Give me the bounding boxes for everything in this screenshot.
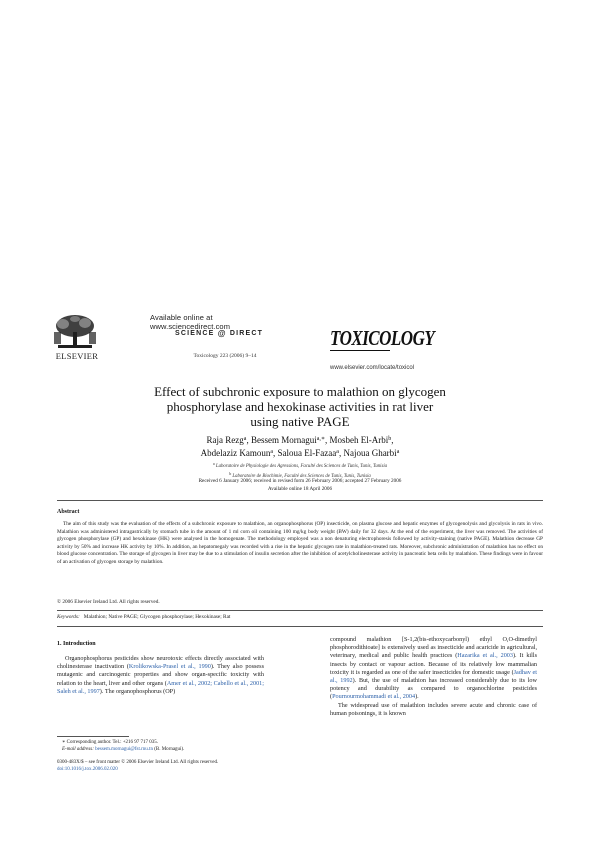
journal-logo-rule [330, 350, 390, 351]
author-sup[interactable]: a [396, 449, 400, 455]
reference-link[interactable]: Amer et al., 2002; Cabello et al., 2001; Saleh et al., 1997 [57, 679, 264, 695]
divider [57, 610, 543, 611]
received-dates: Received 6 January 2006; received in revised form 26 February 2006; accepted 27 February 2006 [198, 478, 402, 484]
intro-right-column [330, 636, 537, 718]
affiliation-a [50, 460, 550, 470]
title-line: Effect of subchronic exposure to malathion on glycogen [154, 384, 446, 399]
footnote-rule [57, 736, 129, 737]
sciencedirect-word: SCIENCE [175, 330, 215, 337]
author-name: , Saloua El-Fazaa [273, 448, 337, 458]
body-text: ). The organophosphorus (OP) [99, 687, 176, 695]
keywords-list: Malathion; Native PAGE; Glycogen phosphorylase; Hexokinase; Rat [83, 614, 231, 620]
body-text: ). [415, 693, 419, 701]
email-suffix: (B. Mornagui). [154, 747, 185, 753]
article-dates [50, 478, 550, 493]
body-text: ). It kills insects by contact or vapour action. Because of its relatively low mammalian toxicity it is regarded as one of the safer insecticides for domestic usage ( [330, 652, 538, 676]
paragraph: The widespread use of malathion includes severe acute and chronic case of human poisonings, it is known [330, 701, 537, 717]
doi-link[interactable]: doi:10.1016/j.tox.2006.02.020 [57, 767, 118, 773]
email-label: E-mail address: [62, 747, 94, 753]
author-name: Raja Rezg [206, 435, 244, 445]
footnote [62, 739, 292, 754]
body-text: Organophosphorus pesticides show neurotoxic effects directly associated with cholinesterase inactivation ( [57, 655, 264, 671]
abstract-text: The aim of this study was the evaluation of the effects of a subchronic exposure to malathion, an organophosphorus (OP) insecticide, on plasma glucose and hepatic enzymes of glycogenolysis and glycolysis in rats in vivo. Malathion was administered intragastrically by stomach tube in the amount of 1 ml corn oil containing 100 mg/kg body weight (BW) daily for 32 days. At the end of the experiment, the liver was removed. The activities of glycogen phosphorylase (GP) and hexokinase (HK) were analysed in the homogenate. The methodology employed was a non denaturing electrophoresis followed by activity-staining (native PAGE). Malathion decrease GP activity by 50% and increase HK activity by 10%. In addition, an hepatomegaly was recorded with a rise in the hepatic glycogen rate in malathion-treated rats. Moreover, subchronic administration of malathion has no effect on blood glucose concentration. The storage of glycogen in liver may be due to a stimulation of insulin secretion after the inhibition of acetylcholinesterase activity in pancreatic beta cells by malathion. These findings were in favour of an activation of glycogen storage by malathion. [57, 521, 543, 565]
author-name: , Najoua Gharbi [338, 448, 397, 458]
author-name: Abdelaziz Kamoun [200, 448, 271, 458]
abstract-heading: Abstract [57, 509, 80, 515]
author-line-1 [50, 434, 550, 447]
issn-line: 0300-483X/$ – see front matter © 2006 Elsevier Ireland Ltd. All rights reserved. [57, 760, 219, 765]
title-line: phosphorylase and hexokinase activities in rat liver [166, 399, 434, 414]
journal-logo: TOXICOLOGY [330, 326, 435, 350]
journal-url[interactable]: www.elsevier.com/locate/toxicol [330, 365, 415, 371]
affiliation-sup: a [212, 461, 215, 466]
reference-link[interactable]: Pournourmohammadi et al., 2004 [332, 693, 416, 701]
intro-left-column [57, 655, 264, 696]
sciencedirect-suffix: DIRECT [229, 330, 264, 337]
publisher-name: ELSEVIER [55, 351, 99, 361]
elsevier-tree-logo-icon [52, 314, 98, 350]
divider [57, 500, 543, 501]
affiliations [50, 460, 550, 480]
author-name: , Bessem Mornagui [246, 435, 317, 445]
author-sep: , [391, 435, 394, 445]
title-line: using native PAGE [250, 414, 350, 429]
reference-link[interactable]: Krolikowska-Prasel et al., 1990 [128, 663, 211, 671]
section-heading: 1. Introduction [57, 641, 96, 647]
divider [57, 626, 543, 627]
body-text: ). They also possess mutagenic and carcinogenic properties and show organ-specific toxicity with relation to the heart, liver and other organs ( [57, 663, 264, 687]
affiliation-text: Laboratoire de Biochimie, Faculté des Sciences de Tunis, Tunis, Tunisia [232, 474, 371, 479]
front-matter [57, 759, 317, 773]
keywords [57, 614, 230, 620]
author-sup[interactable]: a [270, 449, 274, 455]
body-text: ). But, the use of malathion has increased considerably due to its low potency and durability as compared to organochlorine pesticides ( [330, 677, 537, 701]
sciencedirect-logo [175, 329, 271, 338]
article-title [50, 384, 550, 429]
journal-citation: Toxicology 223 (2006) 9–14 [193, 353, 257, 359]
body-text: compound malathion [S-1,2(bis-ethoxycarbonyl) ethyl O,O-dimethyl phosphorodithioate] is extensively used as insecticide and acaricide in agricultural, veterinary, medical and public health practices ( [330, 636, 537, 660]
author-line-2 [50, 447, 550, 460]
copyright-notice: © 2006 Elsevier Ireland Ltd. All rights reserved. [57, 599, 160, 605]
author-sup[interactable]: a,∗ [316, 436, 325, 442]
paragraph [330, 636, 537, 702]
author-list [50, 434, 550, 460]
author-sup[interactable]: a [243, 436, 247, 442]
email-line [62, 746, 292, 753]
corresponding-author: ∗ Corresponding author. Tel.: +216 97 717 035. [62, 740, 159, 745]
author-sup[interactable]: a [336, 449, 339, 455]
keywords-label: Keywords: [57, 614, 80, 620]
available-date: Available online 18 April 2006 [267, 485, 333, 492]
reference-link[interactable]: Jadhav et al., 1992 [330, 668, 537, 685]
author-name: , Mosbeh El-Arbi [324, 435, 389, 445]
affiliation-sup: b [229, 471, 232, 476]
reference-link[interactable]: Hazarika et al., 2003 [457, 652, 513, 660]
email-link[interactable]: bessem.mornagui@fst.rnu.tn [95, 747, 153, 753]
author-sup[interactable]: b [388, 436, 392, 442]
at-sign-icon: @ [217, 329, 227, 338]
affiliation-text: Laboratoire de Physiologie des Agressions, Faculté des Sciences de Tunis, Tunis, Tunisia [215, 464, 388, 469]
available-online-text: Available online at www.sciencedirect.com [150, 313, 231, 331]
